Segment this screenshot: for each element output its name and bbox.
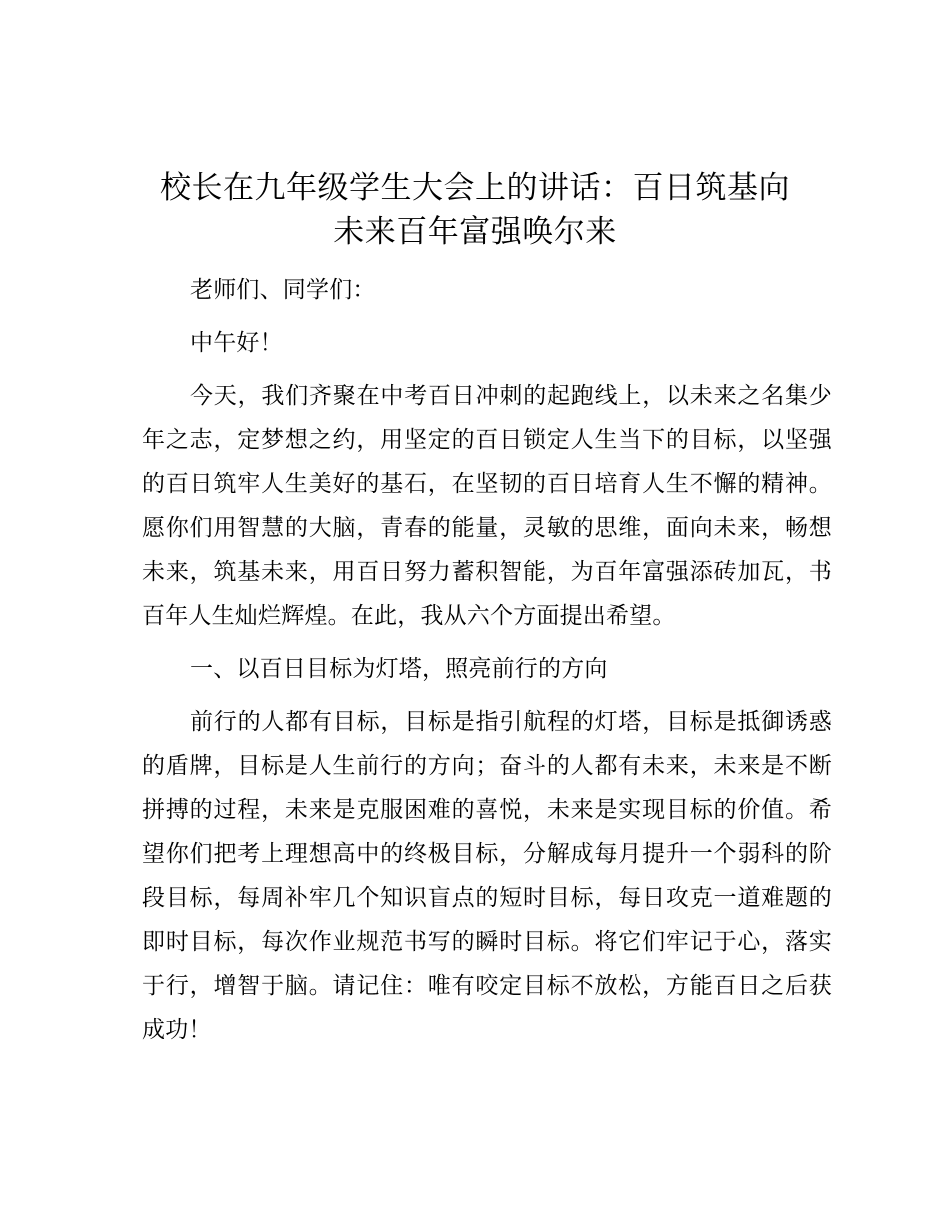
title-line-2: 未来百年富强唤尔来 — [333, 214, 617, 250]
document-title — [100, 166, 850, 254]
paragraph-section-1: 前行的人都有目标，目标是指引航程的灯塔，目标是抵御诱惑的盾牌，目标是人生前行的方向；奋斗的人都有未来，未来是不断拼搏的过程，未来是克服困难的喜悦，未来是实现目标的价值。希望你们把考上理想高中的终极目标，分解成每月提升一个弱科的阶段目标，每周补牢几个知识盲点的短时目标，每日攻克一道难题的即时目标，每次作业规范书写的瞬时目标。将它们牢记于心，落实于行，增智于脑。请记住：唯有咬定目标不放松，方能百日之后获成功！ — [142, 709, 832, 1043]
greeting: 老师们、同学们： — [190, 277, 376, 303]
section-heading-1: 一、以百日目标为灯塔，照亮前行的方向 — [190, 656, 608, 682]
title-line-1: 校长在九年级学生大会上的讲话：百日筑基向 — [160, 170, 790, 206]
paragraph-intro: 今天，我们齐聚在中考百日冲刺的起跑线上，以未来之名集少年之志，定梦想之约，用坚定的百日锁定人生当下的目标，以坚强的百日筑牢人生美好的基石，在坚韧的百日培育人生不懈的精神。愿你们用智慧的大脑，青春的能量，灵敏的思维，面向未来，畅想未来，筑基未来，用百日努力蓄积智能，为百年富强添砖加瓦，书百年人生灿烂辉煌。在此，我从六个方面提出希望。 — [142, 383, 832, 629]
salutation: 中午好！ — [190, 330, 283, 356]
document-body — [142, 268, 832, 1061]
